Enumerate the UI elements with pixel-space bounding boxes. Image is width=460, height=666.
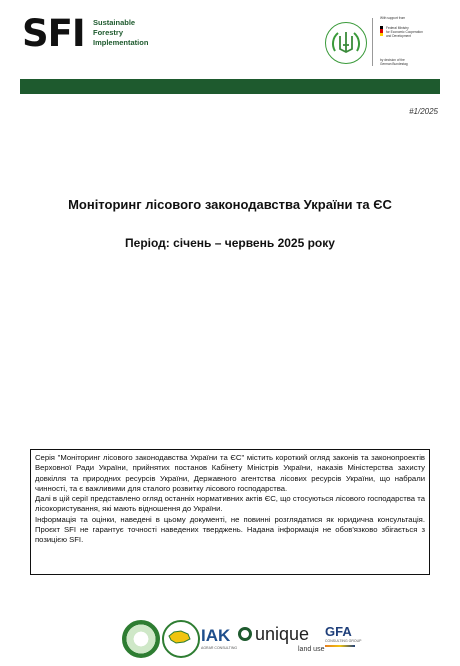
sfi-logo-text: SFI bbox=[22, 12, 85, 55]
donor-ministry-line: Federal Ministry bbox=[386, 26, 409, 30]
logo-line: Sustainable bbox=[93, 18, 136, 27]
document-period: Період: січень – червень 2025 року bbox=[125, 236, 335, 250]
donor-ministry-line: and Development bbox=[386, 34, 411, 39]
german-flag-icon bbox=[380, 26, 383, 36]
ukraine-trident-emblem-icon bbox=[325, 22, 367, 64]
sfi-logo bbox=[22, 14, 85, 54]
document-id: #1/2025 bbox=[409, 107, 438, 116]
disclaimer-paragraph: Інформація та оцінки, наведені в цьому документі, не повинні розглядатися як юридична консультація. Проєкт SFI не гарантує точності наведених тверджень. Надана інформація не обов'язково збігається з позицією SFI. bbox=[35, 514, 425, 545]
partner-logos bbox=[0, 618, 460, 662]
donor-supported-by: With support from bbox=[380, 16, 406, 20]
gfa-logo bbox=[325, 624, 365, 658]
unique-logo-icon bbox=[238, 627, 252, 641]
page-header bbox=[0, 0, 460, 82]
donor-ministry bbox=[386, 26, 423, 39]
donor-decision bbox=[380, 58, 408, 66]
ukraine-map-seal-icon bbox=[162, 620, 200, 658]
bmz-donor-logo bbox=[380, 16, 440, 72]
unique-logo-sub: land use bbox=[298, 646, 325, 653]
logo-line: Implementation bbox=[93, 38, 149, 47]
iak-logo bbox=[201, 626, 241, 658]
forestry-agency-seal-icon bbox=[122, 620, 160, 658]
gfa-logo-sub: CONSULTING GROUP bbox=[325, 639, 362, 643]
gfa-logo-text: GFA bbox=[325, 624, 352, 639]
unique-logo bbox=[238, 624, 324, 660]
donor-decision-line: by decision of the bbox=[380, 58, 405, 62]
donor-ministry-line: for Economic Cooperation bbox=[386, 30, 423, 35]
iak-logo-sub: AGRAR CONSULTING bbox=[201, 646, 238, 650]
header-green-bar bbox=[20, 79, 440, 94]
iak-logo-text: IAK bbox=[201, 626, 231, 645]
gfa-color-bar-icon bbox=[325, 645, 355, 647]
donor-decision-line: German Bundestag bbox=[380, 62, 408, 67]
sfi-logo-caption bbox=[93, 18, 148, 48]
disclaimer-paragraph: Далі в цій серії представлено огляд останніх нормативних актів ЄС, що стосуються лісового господарства та лісокористування, які мають відношення до України. bbox=[35, 494, 425, 514]
document-title: Моніторинг лісового законодавства України та ЄС bbox=[68, 197, 392, 212]
header-divider bbox=[372, 18, 373, 66]
unique-logo-text: unique bbox=[255, 624, 310, 644]
logo-line: Forestry bbox=[93, 28, 124, 37]
disclaimer-paragraph: Серія "Моніторинг лісового законодавства України та ЄС" містить короткий огляд законів та законопроектів Верховної Ради України, прийнятих постанов Кабінету Міністрів України, наказів Міністерства захисту довкілля та природних ресурсів України, Державного агентства лісових ресурсів України, що набрали чинності, та є важливими для сталого розвитку лісового господарства. bbox=[35, 453, 425, 493]
disclaimer-box bbox=[30, 449, 430, 575]
